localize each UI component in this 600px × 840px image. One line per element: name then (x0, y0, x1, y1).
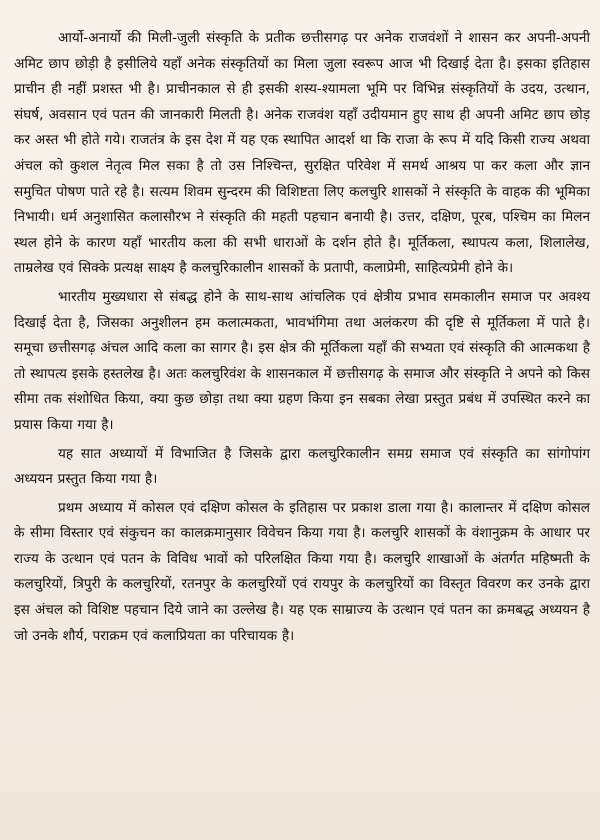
paragraph-1: आर्यो-अनार्यो की मिली-जुली संस्कृति के प्रतीक छत्तीसगढ़ पर अनेक राजवंशों ने शासन कर अपनी-अपनी अमिट छाप छोड़ी है इसीलिये यहाँ अनेक संस्कृतियों का मिला जुला स्वरूप आज भी दिखाई देता है। इसका इतिहास प्राचीन ही नहीं प्रशस्त भी है। प्राचीनकाल से ही इसकी शस्य-श्यामला भूमि पर विभिन्न संस्कृतियों के उदय, उत्थान, संघर्ष, अवसान एवं पतन की जानकारी मिलती है। अनेक राजवंश यहाँ उदीयमान हुए साथ ही अपनी अमिट छाप छोड़ कर अस्त भी होते गये। राजतंत्र के इस देश में यह एक स्थापित आदर्श था कि राजा के रूप में यदि किसी राज्य अथवा अंचल को कुशल नेतृत्व मिल सका है तो उस निश्चिन्त, सुरक्षित परिवेश में समर्थ आश्रय पा कर कला और ज्ञान समुचित पोषण पाते रहे है। सत्यम शिवम सुन्दरम की विशिष्टता लिए कलचुरि शासकों ने संस्कृति के वाहक की भूमिका निभायी। धर्म अनुशासित कलासौरभ ने संस्कृति की महती पहचान बनायी है। उत्तर, दक्षिण, पूरब, पश्चिम का मिलन स्थल होने के कारण यहाँ भारतीय कला की सभी धाराओं के दर्शन होते है। मूर्तिकला, स्थापत्य कला, शिलालेख, ताम्रलेख एवं सिक्के प्रत्यक्ष साक्ष्य है कलचुरिकालीन शासकों के प्रतापी, कलाप्रेमी, साहित्यप्रेमी होने के। (14, 30, 590, 277)
paragraph-3: यह सात अध्यायों में विभाजित है जिसके द्वारा कलचुरिकालीन समग्र समाज एवं संस्कृति का सांगोपांग अध्ययन प्रस्तुत किया गया है। (14, 445, 590, 488)
paragraph-2: भारतीय मुख्यधारा से संबद्ध होने के साथ-साथ आंचलिक एवं क्षेत्रीय प्रभाव समकालीन समाज पर अवश्य दिखाई देता है, जिसका अनुशीलन हम कलात्मकता, भावभंगिमा तथा अलंकरण की दृष्टि से मूर्तिकला में पाते है। समूचा छत्तीसगढ़ अंचल आदि कला का सागर है। इस क्षेत्र की मूर्तिकला यहाँ की सभ्यता एवं संस्कृति की आत्मकथा है तो स्थापत्य इसके हस्तलेख है। अतः कलचुरिवंश के शासनकाल में छत्तीसगढ़ के समाज और संस्कृति ने अपने को किस सीमा तक संशोधित किया, क्या कुछ छोड़ा तथा क्या ग्रहण किया इन सबका लेखा प्रस्तुत प्रबंध में उपस्थित करने का प्रयास किया गया है। (14, 288, 590, 433)
paragraph-4: प्रथम अध्याय में कोसल एवं दक्षिण कोसल के इतिहास पर प्रकाश डाला गया है। कालान्तर में दक्षिण कोसल के सीमा विस्तार एवं संकुचन का कालक्रमानुसार विवेचन किया गया है। कलचुरि शासकों के वंशानुक्रम के आधार पर राज्य के उत्थान एवं पतन के विविध भावों को परिलक्षित किया गया है। कलचुरि शाखाओं के अंतर्गत महिष्मती के कलचुरियों, त्रिपुरी के कलचुरियों, रतनपुर के कलचुरियों एवं रायपुर के कलचुरियों का विस्तृत विवरण कर उनके द्वारा इस अंचल को विशिष्ट पहचान दिये जाने का उल्लेख है। यह एक साम्राज्य के उत्थान एवं पतन का क्रमबद्ध अध्ययन है जो उनके शौर्य, पराक्रम एवं कलाप्रियता का परिचायक है। (14, 499, 590, 644)
